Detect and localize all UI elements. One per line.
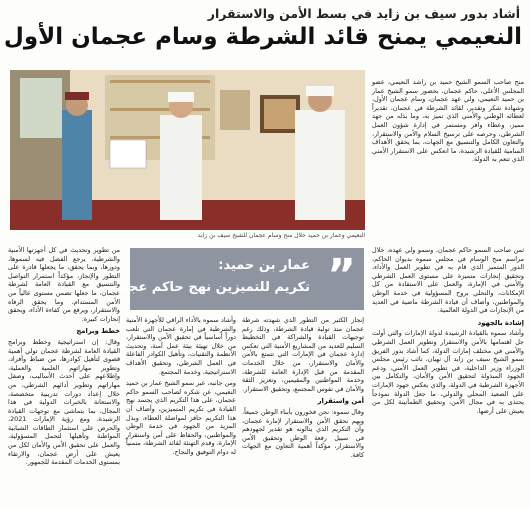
subheading: خطط وبرامج bbox=[76, 327, 120, 336]
article-column-left bbox=[8, 246, 120, 504]
article-column-right-top bbox=[372, 78, 524, 238]
article-column-right-bottom bbox=[372, 246, 524, 504]
quote-text: تكريم للتميزين نهج حاكم عجمان bbox=[104, 280, 310, 295]
subheading: إشادة بالجهود bbox=[477, 318, 524, 327]
pull-quote bbox=[104, 248, 364, 310]
article-column-center-left bbox=[126, 316, 236, 504]
article-photo bbox=[10, 70, 365, 230]
paragraph: وأشاد سموه بالأداء الراقي للأجهزة الأمنية والشرطية في إمارة عجمان التي تلعب دوراً أساسياً في تحقيق الأمن والاستقرار، من خلال تهيئة بيئة عمل آمنة، وتحديث الأنظمة والتقنيات، وتأهيل الكوادر الفاعلة في العمل الشرطي، وتحقيق الأهداف الاستراتيجية، وخدمة المجتمع. bbox=[126, 316, 236, 376]
photo-caption: النعيمي وعمار بن حميد خلال منح وسام عجمان للشيخ سيف بن زايد bbox=[197, 232, 365, 239]
paragraph: منح صاحب السمو الشيخ حميد بن راشد النعيمي، عضو المجلس الأعلى، حاكم عجمان، بحضور سمو الشيخ عمار بن حميد النعيمي، ولي عهد عجمان، وسام عجمان الأول، وشهادة شكر وتقدير، لقائد الشرطة في عجمان، تقديراً لعطائه الوطني والأمني الذي تميز به، وما بذله من جهد مميز، وعطاء وافر ومستمر في إدارة شؤون العمل الشرطي، وحرصه على ترسيخ السلام والأمن والاستقرار، والتعاون الكامل والتنسيق مع الجهات، بما يحقق الأهداف السامية للقيادة الرشيدة، ما انعكس على الاستقرار الأمني الذي تنعم به الدولة. bbox=[372, 78, 524, 164]
paragraph: ثمن صاحب السمو حاكم عجمان، وسمو ولي عهده، خلال مراسم منح الوسام في مجلس سموه بديوان الحاكم، الدور المتميز الذي قام به في تطوير العمل والأداء، وتحقيق إنجازات متميزة على مستوى العمل الشرطي والأمني في الإمارة، والعمل على الاستفادة من كل الإمكانات، والتحلي بروح المسؤولية في خدمة الوطن والمواطنين، وأضاف أن قيادة الشرطة ماضية في العديد من الإنجازات في الدولة العالمية. bbox=[372, 246, 524, 315]
quote-speaker: عمار بن حميد: bbox=[218, 258, 310, 273]
paragraph: إنجاز الكثير من التطور الذي شهدته شرطة عجمان منذ تولية قيادة الشرطة، وذلك رغم توجيهات القيادة والشراكة في التخطيط السليم للعديد من المشاريع الأمنية التي تعكس إدارة عجمان في الإمارات التي تتمتع بالأمن والأمان والاستقرار، من خلال الخدمات المقدمة من قبل الإدارة العامة للشرطة، وخدمة المواطنين والمقيمين، وتعزيز الثقة والأمان في نفوس المجتمع، وتحقيق الاستقرار. bbox=[242, 316, 364, 393]
quote-mark-icon: ” bbox=[327, 250, 356, 301]
paragraph: وقال سموه: نحن فخورون بأبناء الوطن جميعاً، وبهم نحقق الأمن والاستقرار لإمارة عجمان، وأن التكريم الذي ينالونه هو تقدير لجهودهم في سبيل رفعة الوطن وتحقيق الأمن والاستقرار، مؤكداً أهمية التعاون مع الجهات كافة. bbox=[242, 407, 364, 459]
subheading: أمن واستقرار bbox=[317, 397, 364, 406]
article-kicker: أشاد بدور سيف بن زايد في بسط الأمن والاستقرار bbox=[207, 6, 520, 21]
paragraph: وأشاد سموه بالقيادة الرشيدة لدولة الإمارات والتي أولت جل اهتمامها بالأمن والاستقرار وتطوير العمل الشرطي والأمني في مختلف إمارات الدولة، كما أشاد بدور الفريق سمو الشيخ سيف بن زايد آل نهيان، نائب رئيس مجلس الوزراء وزير الداخلية، في تطوير العمل الأمني، ودعم الجهود المبذولة لتحقيق الأمن والأمان، والتكامل بين الأجهزة الشرطية في الدولة، والذي يعكس جهود الإمارات على الصعيد المحلي والدولي، ما جعل الدولة نموذجاً يحتذى به في مجال الأمن، وتحقيق الطمأنينة لكل من يعيش على أرضها. bbox=[372, 329, 524, 415]
paragraph: وقال: إن استراتيجية وخطط وبرامج القيادة العامة لشرطة عجمان تولي أهمية قصوى لتأهيل كوادرها، من ضباط وأفراد، وتطوير مهاراتهم العلمية والعملية، وإطلاعهم على أحدث الأساليب، وصقل مهاراتهم وتطوير أدائهم الشرطي، من خلال إعداد دورات تدريبية متخصصة، والاستعانة بالخبرات الدولية في هذا المجال، بما يتماشى مع توجهات القيادة الرشيدة، ومع رؤية الإمارات 2021، والحرص على استثمار الطاقات الشبابية المواطنة وتأهيلها لتحمل المسؤولية، والعمل على تحقيق الأمن والأمان لكل من يعيش على أرض عجمان، والارتقاء بمستوى الخدمات المقدمة للجمهور. bbox=[8, 337, 120, 467]
photo-scene bbox=[10, 70, 365, 230]
article-headline: النعيمي يمنح قائد الشرطة وسام عجمان الأول bbox=[3, 24, 522, 50]
article-column-center-right bbox=[242, 316, 364, 504]
paragraph: ومن جانبه، عبر سمو الشيخ عمار بن حميد النعيمي، عن شكره لصاحب السمو حاكم عجمان، على هذا التكريم الذي يجسد نهج القيادة في تكريم المتميزين، وأضاف أن هذا التكريم حافز لمواصلة العطاء، وبذل المزيد من الجهود في خدمة الوطن والمواطنين، والحفاظ على أمن واستقرار الإمارة، وقدم التهنئة لقائد الشرطة، متمنياً له دوام التوفيق والنجاح. bbox=[126, 379, 236, 456]
paragraph: من تطوير وتحديث في كل أجهزتها الأمنية والشرطية، يرجع الفضل فيه لسموها، ودورها، وبما يحقق، ما يجعلها قادرة على التطور والإنجاز، مؤكداً استمرار التواصل والتنسيق مع القيادة العامة لشرطة عجمان، ما جعلها تضمن مستوى عالياً من الأمن المستدام، وما يحقق الرفاه والاستقرار، ويرفع من كفاءة الأداء، ويحقق إنجازات كبيرة. bbox=[8, 246, 120, 323]
